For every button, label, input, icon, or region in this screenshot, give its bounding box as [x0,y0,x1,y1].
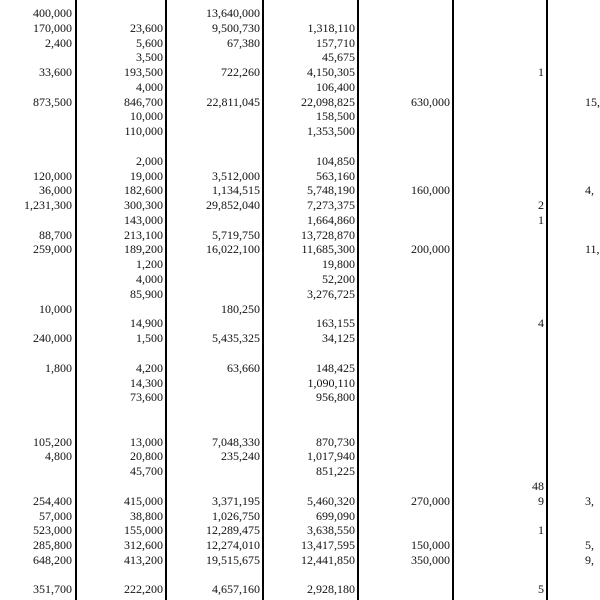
table-cell: 19,800 [322,257,355,272]
table-cell: 3,512,000 [212,168,260,183]
table-cell: 3,638,550 [307,523,355,538]
table-cell: 240,000 [33,331,72,346]
table-cell: 19,000 [130,168,163,183]
table-cell: 5,748,190 [307,183,355,198]
table-cell: 150,000 [411,538,450,553]
table-cell: 163,155 [316,316,355,331]
table-cell: 14,900 [130,316,163,331]
table-cell: 2,928,180 [307,582,355,597]
table-cell: 155,000 [124,523,163,538]
table-cell: 1,200 [136,257,163,272]
table-cell: 182,600 [124,183,163,198]
table-cell: 5, [585,538,594,553]
column-rule [452,0,454,600]
column-rule [357,0,359,600]
table-cell: 851,225 [316,464,355,479]
table-cell: 9 [538,493,544,508]
table-cell: 13,728,870 [301,227,355,242]
table-cell: 13,000 [130,434,163,449]
table-cell: 270,000 [411,493,450,508]
table-cell: 285,800 [33,538,72,553]
table-cell: 180,250 [221,301,260,316]
table-cell: 85,900 [130,286,163,301]
table-cell: 157,710 [316,35,355,50]
table-cell: 1,318,110 [307,20,355,35]
table-cell: 120,000 [33,168,72,183]
table-cell: 4,800 [45,449,72,464]
table-cell: 7,273,375 [307,198,355,213]
table-cell: 1,090,110 [307,375,355,390]
table-cell: 1,500 [136,331,163,346]
table-cell: 22,811,045 [206,94,260,109]
table-cell: 34,125 [322,331,355,346]
table-cell: 52,200 [322,272,355,287]
table-cell: 10,000 [39,301,72,316]
table-cell: 4,200 [136,360,163,375]
table-cell: 33,600 [39,65,72,80]
table-cell: 1,026,750 [212,508,260,523]
table-cell: 23,600 [130,20,163,35]
table-cell: 2,400 [45,35,72,50]
table-cell: 9, [585,552,594,567]
table-cell: 88,700 [39,227,72,242]
table-cell: 415,000 [124,493,163,508]
table-cell: 413,200 [124,552,163,567]
table-cell: 312,600 [124,538,163,553]
table-cell: 235,240 [221,449,260,464]
table-cell: 1 [538,523,544,538]
table-cell: 67,380 [227,35,260,50]
table-cell: 105,200 [33,434,72,449]
table-cell: 648,200 [33,552,72,567]
table-cell: 12,274,010 [206,538,260,553]
table-cell: 193,500 [124,65,163,80]
table-cell: 106,400 [316,79,355,94]
table-cell: 5,600 [136,35,163,50]
column-rule [546,0,548,600]
table-cell: 14,300 [130,375,163,390]
table-cell: 11, [585,242,600,257]
table-cell: 73,600 [130,390,163,405]
table-cell: 4,657,160 [212,582,260,597]
table-cell: 3,500 [136,50,163,65]
table-cell: 10,000 [130,109,163,124]
table-cell: 13,417,595 [301,538,355,553]
table-cell: 63,660 [227,360,260,375]
table-cell: 36,000 [39,183,72,198]
table-cell: 222,200 [124,582,163,597]
table-cell: 110,000 [124,124,163,139]
table-cell: 956,800 [316,390,355,405]
table-cell: 523,000 [33,523,72,538]
table-cell: 11,685,300 [301,242,355,257]
table-cell: 351,700 [33,582,72,597]
table-cell: 4,000 [136,79,163,94]
table-cell: 2,000 [136,153,163,168]
table-cell: 5,460,320 [307,493,355,508]
table-cell: 1,017,940 [307,449,355,464]
table-cell: 4,150,305 [307,65,355,80]
table-cell: 1,231,300 [24,198,72,213]
table-cell: 1 [538,65,544,80]
table-cell: 5,719,750 [212,227,260,242]
table-cell: 143,000 [124,212,163,227]
table-cell: 200,000 [411,242,450,257]
table-cell: 213,100 [124,227,163,242]
table-cell: 45,700 [130,464,163,479]
table-cell: 873,500 [33,94,72,109]
table-cell: 12,289,475 [206,523,260,538]
table-cell: 350,000 [411,552,450,567]
table-cell: 1,664,860 [307,212,355,227]
table-cell: 846,700 [124,94,163,109]
table-cell: 160,000 [411,183,450,198]
table-cell: 13,640,000 [206,6,260,20]
table-cell: 2 [538,198,544,213]
table-cell: 158,500 [316,109,355,124]
table-cell: 5,435,325 [212,331,260,346]
table-cell: 48 [532,478,544,493]
table-cell: 7,048,330 [212,434,260,449]
table-cell: 5 [538,582,544,597]
table-cell: 722,260 [221,65,260,80]
table-cell: 15, [585,94,600,109]
table-cell: 148,425 [316,360,355,375]
table-cell: 12,441,850 [301,552,355,567]
table-cell: 189,200 [124,242,163,257]
table-cell: 3, [585,493,594,508]
table-cell: 4 [538,316,544,331]
table-cell: 1 [538,212,544,227]
table-cell: 1,134,515 [212,183,260,198]
table-cell: 3,276,725 [307,286,355,301]
table-cell: 9,500,730 [212,20,260,35]
table-cell: 45,675 [322,50,355,65]
table-cell: 1,800 [45,360,72,375]
table-cell: 300,300 [124,198,163,213]
table-cell: 870,730 [316,434,355,449]
table-cell: 563,160 [316,168,355,183]
table-cell: 1,353,500 [307,124,355,139]
table-cell: 16,022,100 [206,242,260,257]
table-cell: 630,000 [411,94,450,109]
table-cell: 170,000 [33,20,72,35]
table-cell: 259,000 [33,242,72,257]
table-cell: 254,400 [33,493,72,508]
table-cell: 3,371,195 [212,493,260,508]
table-cell: 57,000 [39,508,72,523]
table-cell: 22,098,825 [301,94,355,109]
table-cell: 19,515,675 [206,552,260,567]
table-cell: 4, [585,183,594,198]
table-cell: 38,800 [130,508,163,523]
table-cell: 400,000 [33,6,72,20]
table-cell: 4,000 [136,272,163,287]
table-cell: 699,090 [316,508,355,523]
table-cell: 20,800 [130,449,163,464]
table-cell: 104,850 [316,153,355,168]
table-cell: 29,852,040 [206,198,260,213]
